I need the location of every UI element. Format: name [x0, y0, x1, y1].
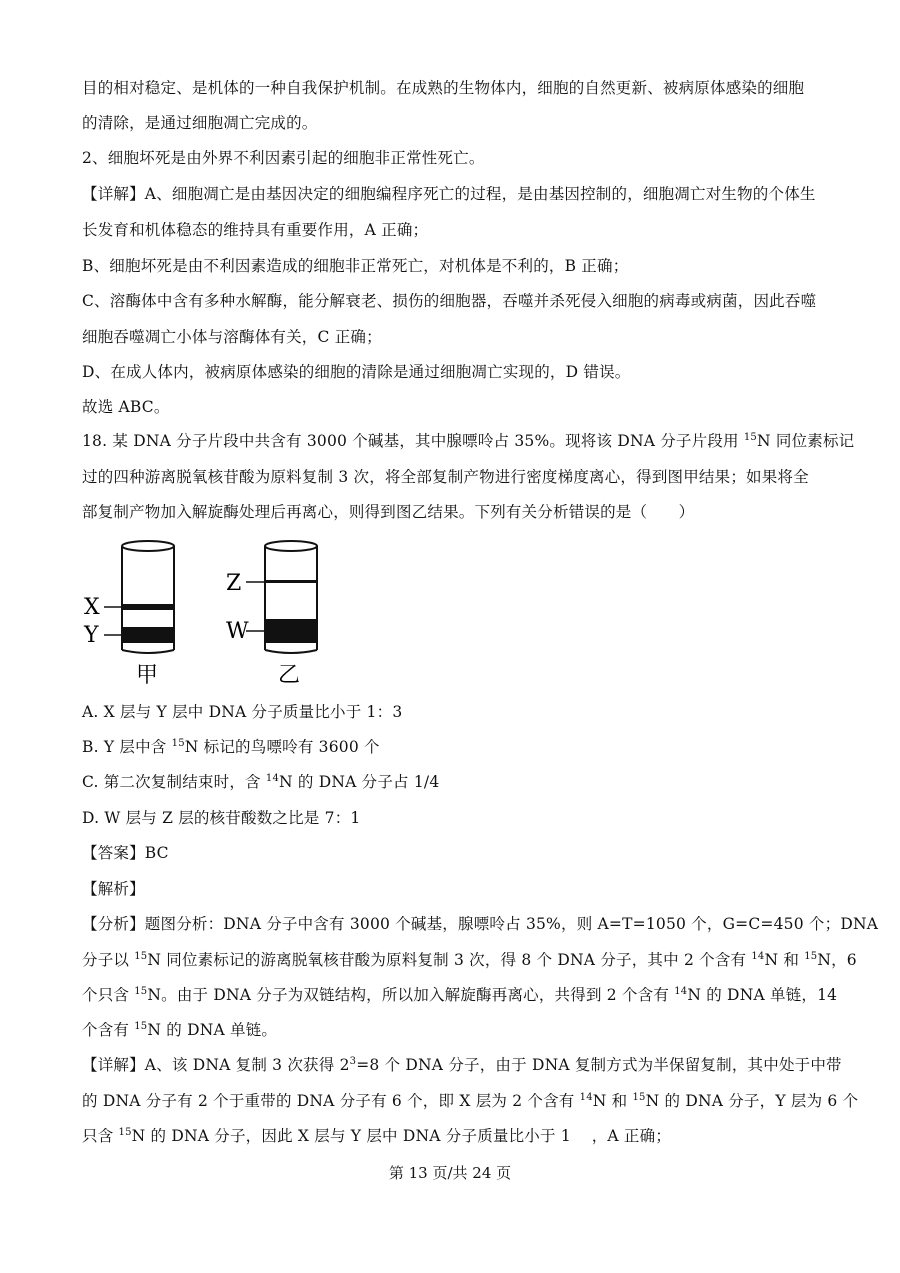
option-b: B. Y 层中含 $^{15}$N 标记的鸟嘌呤有 3600 个: [82, 738, 380, 756]
text-line: 故选 ABC。: [82, 398, 170, 416]
question-18-line-2: 过的四种游离脱氧核苷酸为原料复制 3 次，将全部复制产物进行密度梯度离心，得到图甲结果；如果将全: [82, 468, 809, 486]
tube-yi: [226, 541, 317, 688]
label-z: Z: [226, 571, 242, 596]
detail-line-3: 只含 $^{15}$N 的 DNA 分子，因此 X 层与 Y 层中 DNA 分子质量比小于 1 ，A 正确；: [82, 1127, 672, 1145]
option-d: D. W 层与 Z 层的核苷酸数之比是 7：1: [82, 809, 361, 827]
text-line: 细胞吞噬凋亡小体与溶酶体有关，C 正确；: [82, 328, 382, 346]
question-18-line-1: 18. 某 DNA 分子片段中共含有 3000 个碱基，其中腺嘌呤占 35%。现将该 DNA 分子片段用 $^{15}$N 同位素标记: [82, 432, 855, 450]
label-x: X: [84, 595, 100, 620]
option-c: C. 第二次复制结束时，含 $^{14}$N 的 DNA 分子占 1/4: [82, 773, 440, 791]
text-line: 的清除，是通过细胞凋亡完成的。: [82, 114, 318, 132]
page-footer: 第 13 页/共 24 页: [388, 1164, 512, 1182]
analysis-heading: 【解析】: [82, 880, 145, 898]
text-line: B、细胞坏死是由不利因素造成的细胞非正常死亡，对机体是不利的，B 正确；: [82, 257, 629, 275]
band-y: [122, 627, 174, 643]
centrifuge-figure: [78, 532, 338, 692]
caption-jia: 甲: [136, 663, 159, 688]
text-line: C、溶酶体中含有多种水解酶，能分解衰老、损伤的细胞器，吞噬并杀死侵入细胞的病毒或病菌，因此吞噬: [82, 292, 817, 310]
option-a: A. X 层与 Y 层中 DNA 分子质量比小于 1：3: [82, 703, 403, 721]
analysis-line-4: 个含有 $^{15}$N 的 DNA 单链。: [82, 1021, 278, 1039]
band-x: [122, 604, 174, 610]
detail-line-2: 的 DNA 分子有 2 个于重带的 DNA 分子有 6 个，即 X 层为 2 个含有 $^{14}$N 和 $^{15}$N 的 DNA 分子，Y 层为 6 个: [82, 1092, 859, 1110]
analysis-line-1: 【分析】题图分析：DNA 分子中含有 3000 个碱基，腺嘌呤占 35%，则 A=T=1050 个，G=C=450 个；DNA: [82, 915, 879, 933]
text-line: D、在成人体内，被病原体感染的细胞的清除是通过细胞凋亡实现的，D 错误。: [82, 363, 631, 381]
text-line: 长发育和机体稳态的维持具有重要作用，A 正确；: [82, 221, 429, 239]
label-y: Y: [84, 623, 99, 648]
band-z: [265, 580, 317, 583]
analysis-line-2: 分子以 $^{15}$N 同位素标记的游离脱氧核苷酸为原料复制 3 次，得 8 个 DNA 分子，其中 2 个含有 $^{14}$N 和 $^{15}$N，6: [82, 951, 857, 969]
detail-line-1: 【详解】A、该 DNA 复制 3 次获得 $2^3=8$ 个 DNA 分子，由于 DNA 复制方式为半保留复制，其中处于中带: [82, 1056, 842, 1074]
label-w: W: [226, 619, 249, 644]
tube-jia: [83, 541, 174, 688]
question-18-line-3: 部复制产物加入解旋酶处理后再离心，则得到图乙结果。下列有关分析错误的是（ ）: [82, 503, 695, 521]
analysis-line-3: 个只含 $^{15}$N。由于 DNA 分子为双链结构，所以加入解旋酶再离心，共得到 2 个含有 $^{14}$N 的 DNA 单链，14: [82, 986, 838, 1004]
text-line: 【详解】A、细胞凋亡是由基因决定的细胞编程序死亡的过程，是由基因控制的，细胞凋亡对生物的个体生: [82, 185, 816, 203]
band-w: [265, 619, 317, 643]
answer: 【答案】BC: [82, 844, 169, 862]
caption-yi: 乙: [278, 663, 301, 688]
text-line: 目的相对稳定、是机体的一种自我保护机制。在成熟的生物体内，细胞的自然更新、被病原体感染的细胞: [82, 79, 805, 97]
text-line: 2、细胞坏死是由外界不利因素引起的细胞非正常性死亡。: [82, 149, 485, 167]
